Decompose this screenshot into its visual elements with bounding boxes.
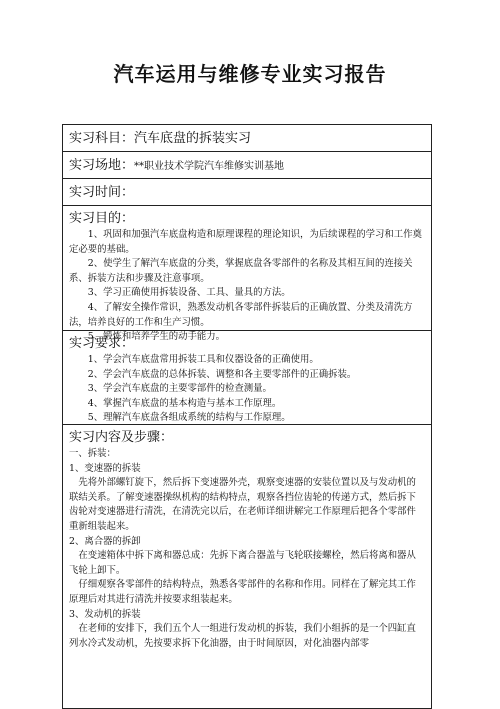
report-table xyxy=(62,124,432,709)
subject-label: 实习科目： xyxy=(69,131,135,146)
location-label: 实习场地： xyxy=(69,158,135,173)
content-row xyxy=(63,425,431,651)
list-item: 4、掌握汽车底盘的基本构造与基本工作原理。 xyxy=(87,397,282,409)
step-title: 3、发动机的拆装 xyxy=(69,608,141,620)
list-item: 3、学习正确使用拆装设备、工具、量具的方法。 xyxy=(87,287,291,299)
requirements-row xyxy=(63,331,431,425)
step-text: 在老师的安排下，我们五个人一组进行发动机的拆装，我们小组拆的是一个四缸直列水冷式发动机，先按要求拆下化油器，由于时间原因，对化油器内部零 xyxy=(69,623,416,649)
requirements-heading: 实习要求： xyxy=(69,336,135,351)
step-text: 先将外部螺钉旋下，然后拆下变速器外壳，观察变速器的安装位置以及与发动机的联结关系。了解变速器操纵机构的结构特点，观察各挡位齿轮的传递方式，然后拆下齿轮对变速器进行清洗，在清洗完以后，在老师详细讲解完工作原理后把各个零部件重新组装起来。 xyxy=(69,477,416,532)
requirements-list xyxy=(63,353,431,426)
purpose-list xyxy=(63,228,431,345)
step-title: 2、离合器的拆卸 xyxy=(69,535,141,547)
location-row xyxy=(63,152,431,179)
section-heading: 一、拆装： xyxy=(69,448,116,459)
time-label: 实习时间： xyxy=(69,185,135,200)
subject-row xyxy=(63,125,431,152)
step-text: 仔细观察各零部件的结构特点，熟悉各零部件的名称和作用。同样在了解完其工作原理后对其进行清洗并按要求组装起来。 xyxy=(69,579,416,605)
list-item: 5、锻炼和培养学生的动手能力。 xyxy=(87,331,226,343)
time-row xyxy=(63,179,431,206)
step-text: 在变速箱体中拆下离和器总成：先拆下离合器盖与飞轮联接螺栓，然后将离和器从飞轮上卸下。 xyxy=(69,550,416,576)
report-title: 汽车运用与维修专业实习报告 xyxy=(113,62,387,86)
purpose-row xyxy=(63,206,431,343)
list-item: 2、使学生了解汽车底盘的分类，掌握底盘各零部件的名称及其相互间的连接关系、拆装方法和步骤及注意事项。 xyxy=(69,258,413,284)
list-item: 1、巩固和加强汽车底盘构造和原理课程的理论知识，为后续课程的学习和工作奠定必要的基础。 xyxy=(69,229,422,255)
list-item: 4、了解安全操作常识，熟悉发动机各零部件拆装后的正确放置、分类及清洗方法，培养良好的工作和生产习惯。 xyxy=(69,301,413,328)
list-item: 1、学会汽车底盘常用拆装工具和仪器设备的正确使用。 xyxy=(87,354,319,365)
step-title: 1、变速器的拆装 xyxy=(69,462,141,474)
list-item: 3、学会汽车底盘的主要零部件的检查测量。 xyxy=(87,383,272,395)
purpose-heading: 实习目的： xyxy=(69,211,135,226)
subject-value: 汽车底盘的拆装实习 xyxy=(134,131,252,146)
content-body xyxy=(63,447,431,651)
location-value: **职业技术学院汽车维修实训基地 xyxy=(134,161,285,172)
list-item: 2、学会汽车底盘的总体拆装、调整和各主要零部件的正确拆装。 xyxy=(87,368,357,380)
list-item: 5、理解汽车底盘各组成系统的结构与工作原理。 xyxy=(87,412,291,424)
content-heading: 实习内容及步骤： xyxy=(69,430,174,445)
